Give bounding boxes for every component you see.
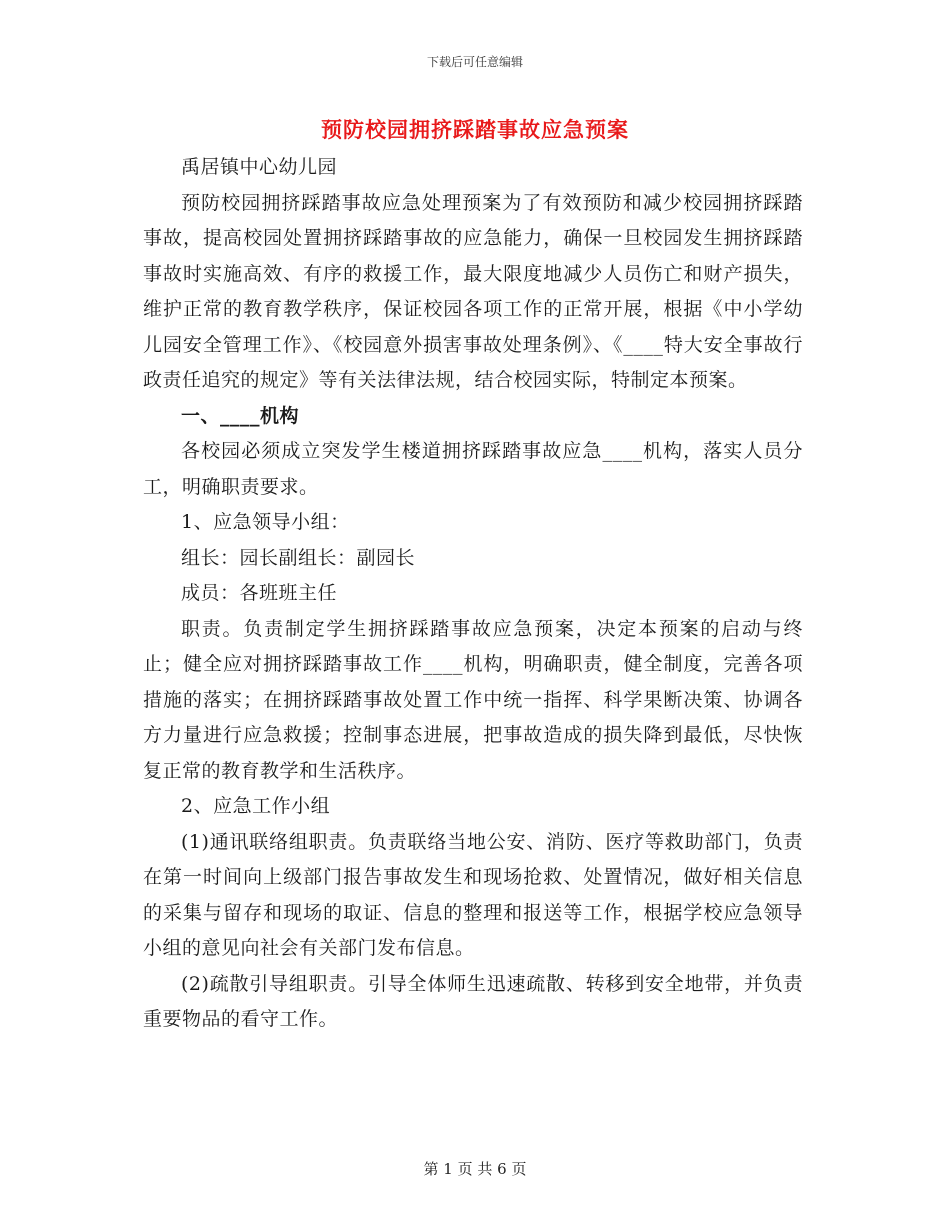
communication-group-paragraph: (1)通讯联络组职责。负责联络当地公安、消防、医疗等救助部门，负责在第一时间向上级部门报告事故发生和现场抢救、处置情况，做好相关信息的采集与留存和现场的取证、信息的整理和报送等工作，根据学校应急领导小组的意见向社会有关部门发布信息。 (143, 830, 803, 959)
subheading-leadership-group: 1、应急领导小组： (181, 511, 350, 533)
members-line: 成员：各班班主任 (181, 582, 338, 604)
duties-paragraph: 职责。负责制定学生拥挤踩踏事故应急预案，决定本预案的启动与终止；健全应对拥挤踩踏事故工作____机构，明确职责，健全制度，完善各项措施的落实；在拥挤踩踏事故处置工作中统一指挥、科学果断决策、协调各方力量进行应急救援；控制事态进展，把事故造成的损失降到最低，尽快恢复正常的教育教学和生活秩序。 (143, 617, 803, 782)
document-body (143, 150, 803, 1038)
organization-paragraph: 各校园必须成立突发学生楼道拥挤踩踏事故应急____机构，落实人员分工，明确职责要求。 (143, 440, 803, 498)
evacuation-group-paragraph: (2)疏散引导组职责。引导全体师生迅速疏散、转移到安全地带，并负责重要物品的看守工作。 (143, 972, 803, 1030)
author-line: 禹居镇中心幼儿园 (181, 156, 338, 178)
page-header-note: 下载后可任意编辑 (426, 55, 523, 69)
intro-paragraph: 预防校园拥挤踩踏事故应急处理预案为了有效预防和减少校园拥挤踩踏事故，提高校园处置拥挤踩踏事故的应急能力，确保一旦校园发生拥挤踩踏事故时实施高效、有序的救援工作，最大限度地减少人员伤亡和财产损失，维护正常的教育教学秩序，保证校园各项工作的正常开展，根据《中小学幼儿园安全管理工作》、《校园意外损害事故处理条例》、《____特大安全事故行政责任追究的规定》等有关法律法规，结合校园实际，特制定本预案。 (143, 191, 803, 391)
section-heading-organization: 一、____机构 (181, 404, 300, 427)
leader-line: 组长：园长副组长：副园长 (181, 546, 416, 569)
subheading-work-group: 2、应急工作小组 (181, 795, 331, 817)
page-number: 第 1 页 共 6 页 (423, 1160, 527, 1178)
document-title: 预防校园拥挤踩踏事故应急预案 (321, 117, 629, 142)
